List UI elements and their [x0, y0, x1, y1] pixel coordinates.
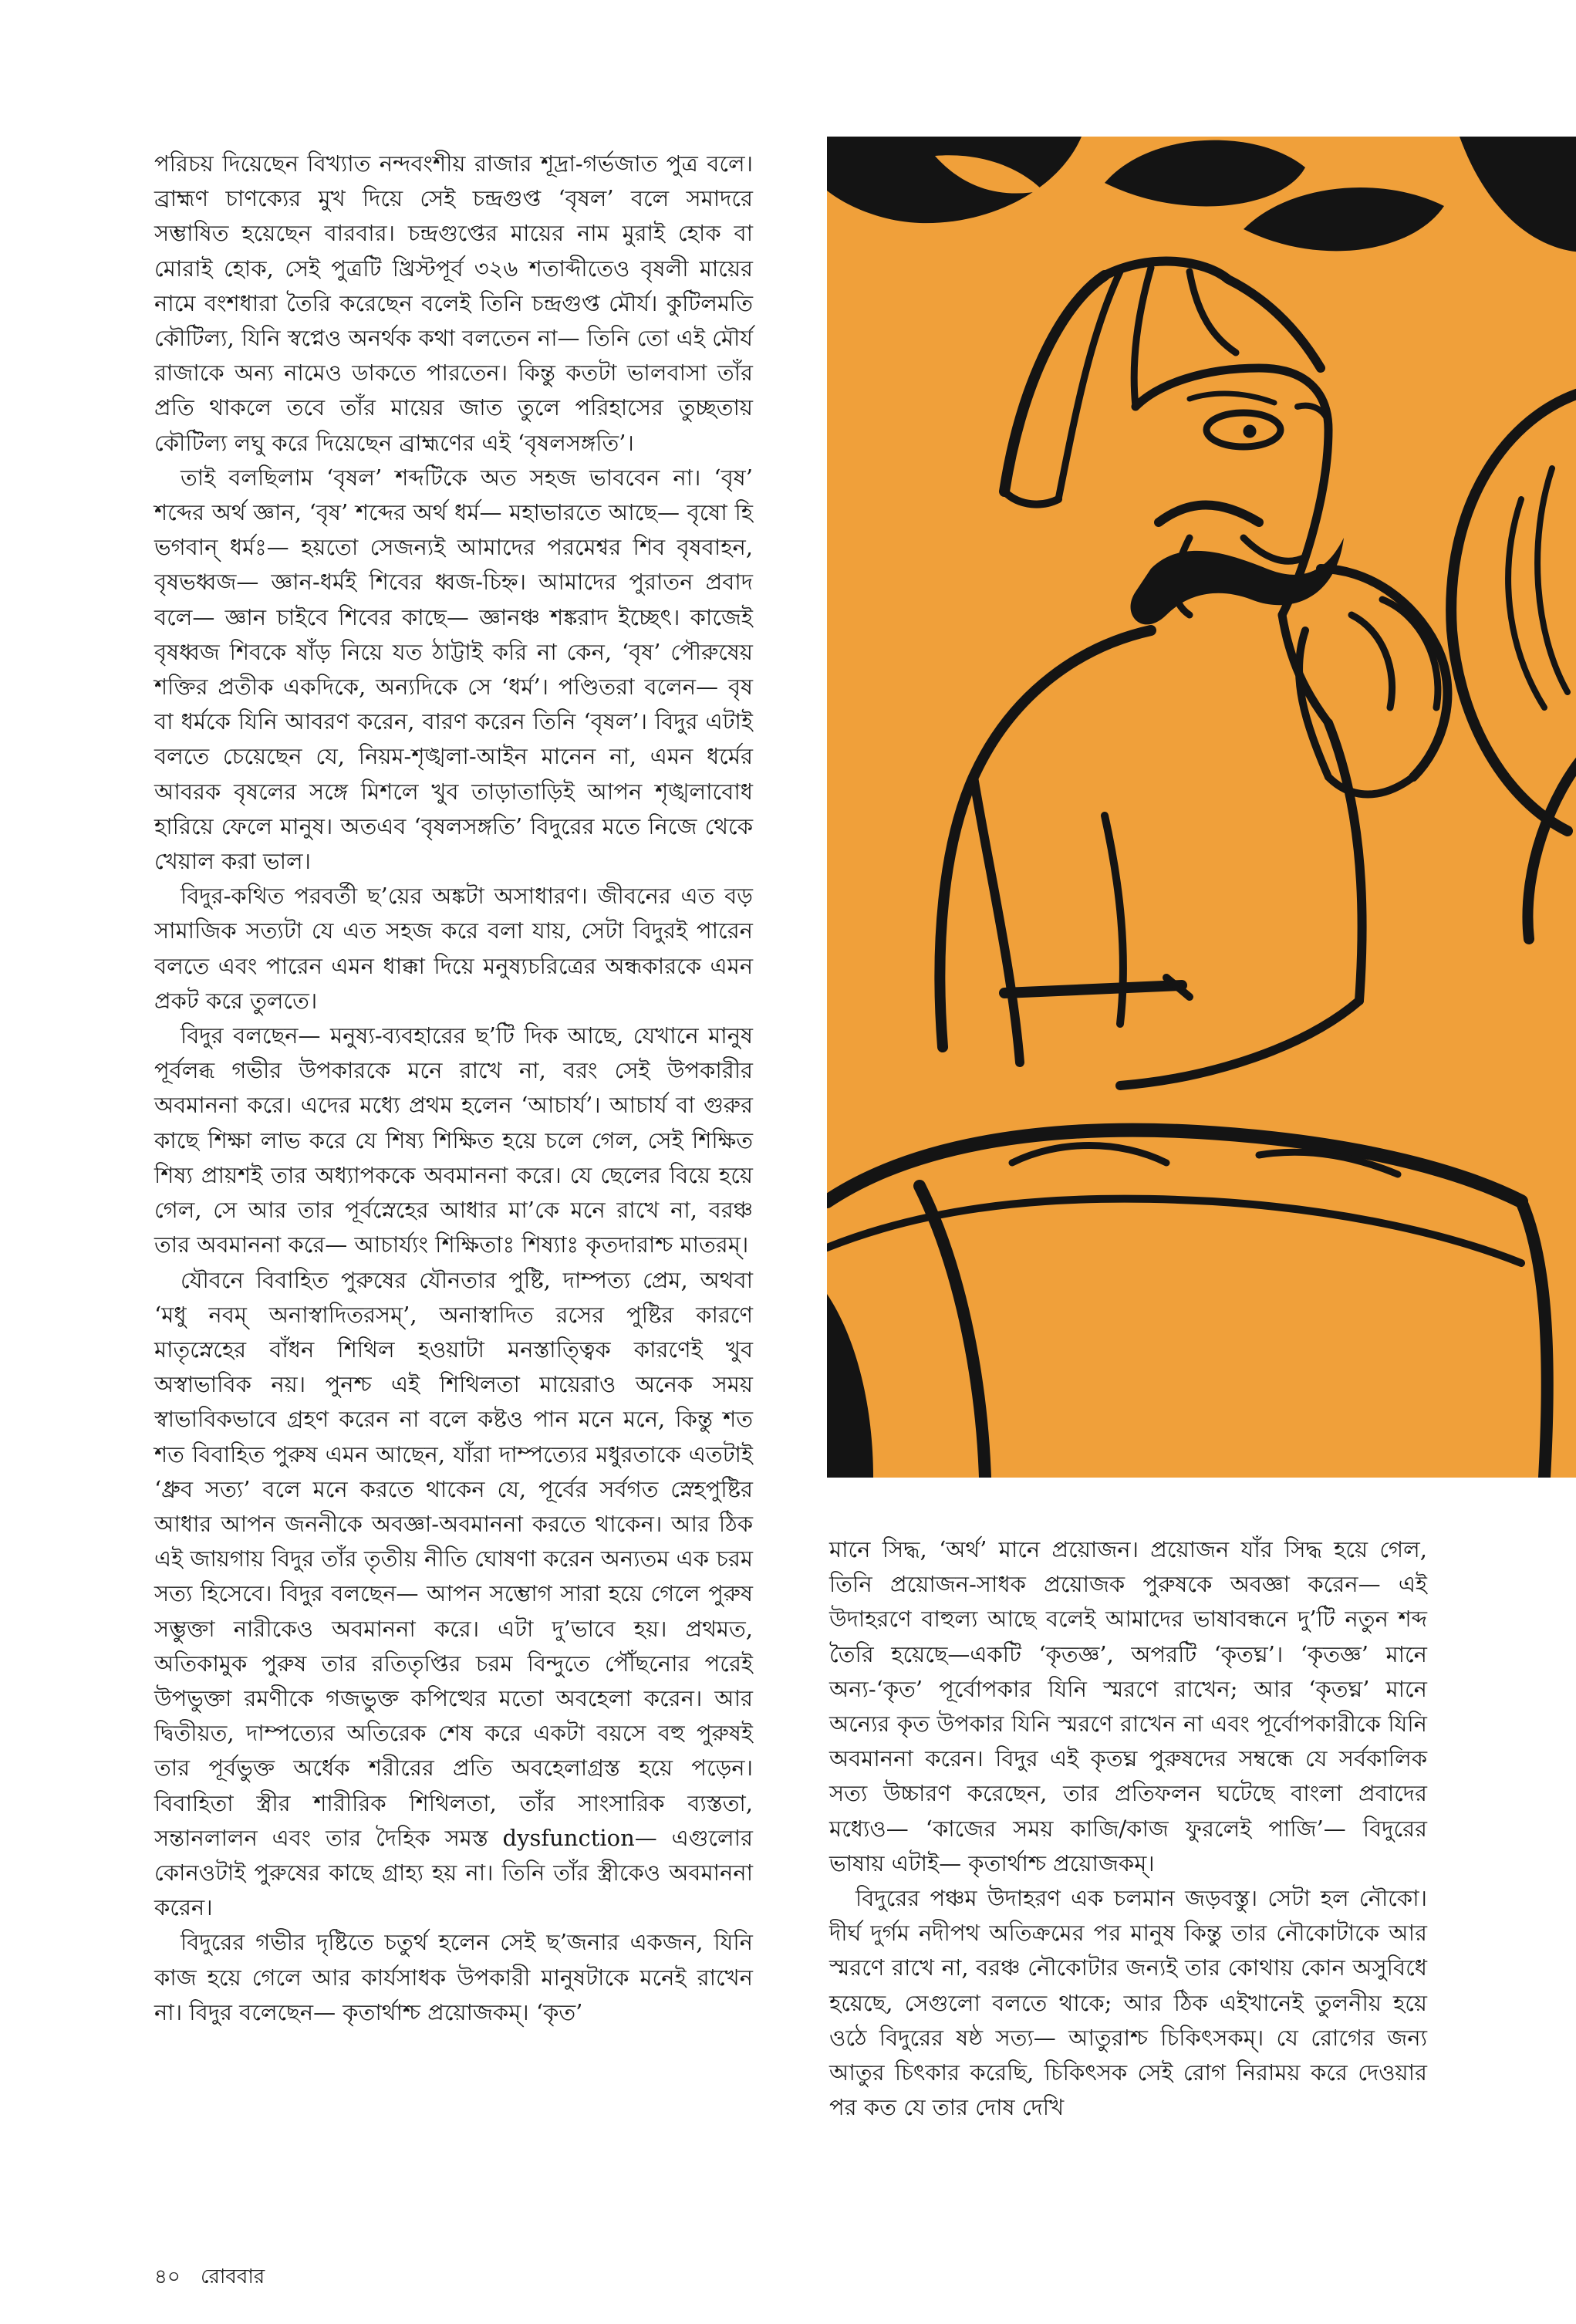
magazine-name: রোববার: [201, 2265, 265, 2289]
left-text-column: [154, 147, 753, 2030]
paragraph: বিদুর বলছেন— মনুষ্য-ব্যবহারের ছ’টি দিক আছে, যেখানে মানুষ পূর্বলব্ধ গভীর উপকারকে মনে রাখে না, বরং সেই উপকারীর অবমাননা করে। এদের মধ্যে প্রথম হলেন ‘আচার্য’। আচার্য বা গুরুর কাছে শিক্ষা লাভ করে যে শিষ্য শিক্ষিত হয়ে চলে গেল, সেই শিক্ষিত শিষ্য প্রায়শই তার অধ্যাপককে অবমাননা করে। যে ছেলের বিয়ে হয়ে গেল, সে আর তার পূর্বস্নেহের আধার মা’কে মনে রাখে না, বরঞ্চ তার অবমাননা করে— আচার্য্যং শিক্ষিতাঃ শিষ্যাঃ কৃতদারাশ্চ মাতরম্।: [154, 1022, 753, 1258]
paragraph: বিদুরের পঞ্চম উদাহরণ এক চলমান জড়বস্তু। সেটা হল নৌকো। দীর্ঘ দুর্গম নদীপথ অতিক্রমের পর মানুষ কিন্তু তার নৌকোটাকে আর স্মরণে রাখে না, বরঞ্চ নৌকোটার জন্যই তার কোথায় কোন অসুবিধে হয়েছে, সেগুলো বলতে থাকে; আর ঠিক এইখানেই তুলনীয় হয়ে ওঠে বিদুরের ষষ্ঠ সত্য— আতুরাশ্চ চিকিৎসকম্। যে রোগের জন্য আতুর চিৎকার করেছি, চিকিৎসক সেই রোগ নিরাময় করে দেওয়ার পর কত যে তার দোষ দেখি: [829, 1885, 1427, 2121]
page-footer: [154, 2261, 278, 2295]
paragraph: বিদুরের গভীর দৃষ্টিতে চতুর্থ হলেন সেই ছ’জনার একজন, যিনি কাজ হয়ে গেলে আর কার্যসাধক উপকারী মানুষটাকে মনেই রাখেন না। বিদুর বলেছেন— কৃতার্থাশ্চ প্রয়োজকম্। ‘কৃত’: [154, 1929, 753, 2025]
paragraph: মানে সিদ্ধ, ‘অর্থ’ মানে প্রয়োজন। প্রয়োজন যাঁর সিদ্ধ হয়ে গেল, তিনি প্রয়োজন-সাধক প্রয়োজক পুরুষকে অবজ্ঞা করেন— এই উদাহরণে বাহুল্য আছে বলেই আমাদের ভাষাবন্ধনে দু’টি নতুন শব্দ তৈরি হয়েছে—একটি ‘কৃতজ্ঞ’, অপরটি ‘কৃতঘ্ন’। ‘কৃতজ্ঞ’ মানে অন্য-‘কৃত’ পূর্বোপকার যিনি স্মরণে রাখেন; আর ‘কৃতঘ্ন’ মানে অন্যের কৃত উপকার যিনি স্মরণে রাখেন না এবং পূর্বোপকারীকে যিনি অবমাননা করেন। বিদুর এই কৃতঘ্ন পুরুষদের সম্বন্ধে যে সর্বকালিক সত্য উচ্চারণ করেছেন, তার প্রতিফলন ঘটেছে বাংলা প্রবাদের মধ্যেও— ‘কাজের সময় কাজি/কাজ ফুরলেই পাজি’— বিদুরের ভাষায় এটাই— কৃতার্থাশ্চ প্রয়োজকম্।: [829, 1536, 1427, 1876]
page-number: ৪০: [154, 2265, 181, 2289]
paragraph: তাই বলছিলাম ‘বৃষল’ শব্দটিকে অত সহজ ভাববেন না। ‘বৃষ’ শব্দের অর্থ জ্ঞান, ‘বৃষ’ শব্দের অর্থ ধর্ম— মহাভারতে আছে— বৃষো হি ভগবান্ ধর্মঃ— হয়তো সেজন্যই আমাদের পরমেশ্বর শিব বৃষবাহন, বৃষভধ্বজ— জ্ঞান-ধর্মই শিবের ধ্বজ-চিহ্ন। আমাদের পুরাতন প্রবাদ বলে— জ্ঞান চাইবে শিবের কাছে— জ্ঞানঞ্চ শঙ্করাদ ইচ্ছেৎ। কাজেই বৃষধ্বজ শিবকে ষাঁড় নিয়ে যত ঠাট্টাই করি না কেন, ‘বৃষ’ পৌরুষেয় শক্তির প্রতীক একদিকে, অন্যদিকে সে ‘ধর্ম’। পণ্ডিতরা বলেন— বৃষ বা ধর্মকে যিনি আবরণ করেন, বারণ করেন তিনি ‘বৃষল’। বিদুর এটাই বলতে চেয়েছেন যে, নিয়ম-শৃঙ্খলা-আইন মানেন না, এমন ধর্মের আবরক বৃষলের সঙ্গে মিশলে খুব তাড়াতাড়িই আপন শৃঙ্খলাবোধ হারিয়ে ফেলে মানুষ। অতএব ‘বৃষলসঙ্গতি’ বিদুরের মতে নিজে থেকে খেয়াল করা ভাল।: [154, 464, 753, 875]
illustration: [827, 137, 1576, 1478]
paragraph: যৌবনে বিবাহিত পুরুষের যৌনতার পুষ্টি, দাম্পত্য প্রেম, অথবা ‘মধু নবম্ অনাস্বাদিতরসম্’, অনাস্বাদিত রসের পুষ্টির কারণে মাতৃস্নেহের বাঁধন শিথিল হওয়াটা মনস্তাত্ত্বিক কারণেই খুব অস্বাভাবিক নয়। পুনশ্চ এই শিথিলতা মায়েরাও অনেক সময় স্বাভাবিকভাবে গ্রহণ করেন না বলে কষ্টও পান মনে মনে, কিন্তু শত শত বিবাহিত পুরুষ এমন আছেন, যাঁরা দাম্পত্যের মধুরতাকে এতটাই ‘ধ্রুব সত্য’ বলে মনে করতে থাকেন যে, পূর্বের সর্বগত স্নেহপুষ্টির আধার আপন জননীকে অবজ্ঞা-অবমাননা করতে থাকেন। আর ঠিক এই জায়গায় বিদুর তাঁর তৃতীয় নীতি ঘোষণা করেন অন্যতম এক চরম সত্য হিসেবে। বিদুর বলছেন— আপন সম্ভোগ সারা হয়ে গেলে পুরুষ সম্ভুক্তা নারীকেও অবমাননা করে। এটা দু’ভাবে হয়। প্রথমত, অতিকামুক পুরুষ তার রতিতৃপ্তির চরম বিন্দুতে পৌঁছনোর পরেই উপভুক্তা রমণীকে গজভুক্ত কপিত্থের মতো অবহেলা করেন। আর দ্বিতীয়ত, দাম্পত্যের অতিরেক শেষ করে একটা বয়সে বহু পুরুষই তার পূর্বভুক্ত অর্ধেক শরীরের প্রতি অবহেলাগ্রস্ত হয়ে পড়েন। বিবাহিতা স্ত্রীর শারীরিক শিথিলতা, তাঁর সাংসারিক ব্যস্ততা, সন্তানলালন এবং তার দৈহিক সমস্ত dysfunction— এগুলোর কোনওটাই পুরুষের কাছে গ্রাহ্য হয় না। তিনি তাঁর স্ত্রীকেও অবমাননা করেন।: [154, 1266, 753, 1921]
right-text-column: [829, 1532, 1427, 2125]
paragraph: পরিচয় দিয়েছেন বিখ্যাত নন্দবংশীয় রাজার শূদ্রা-গর্ভজাত পুত্র বলে। ব্রাহ্মণ চাণক্যের মুখ দিয়ে সেই চন্দ্রগুপ্ত ‘বৃষল’ বলে সমাদরে সম্ভাষিত হয়েছেন বারবার। চন্দ্রগুপ্তের মায়ের নাম মুরাই হোক বা মোরাই হোক, সেই পুত্রটি খ্রিস্টপূর্ব ৩২৬ শতাব্দীতেও বৃষলী মায়ের নামে বংশধারা তৈরি করেছেন বলেই তিনি চন্দ্রগুপ্ত মৌর্য। কুটিলমতি কৌটিল্য, যিনি স্বপ্নেও অনর্থক কথা বলতেন না— তিনি তো এই মৌর্য রাজাকে অন্য নামেও ডাকতে পারতেন। কিন্তু কতটা ভালবাসা তাঁর প্রতি থাকলে তবে তাঁর মায়ের জাত তুলে পরিহাসের তুচ্ছতায় কৌটিল্য লঘু করে দিয়েছেন ব্রাহ্মণের এই ‘বৃষলসঙ্গতি’।: [154, 150, 753, 456]
paragraph: বিদুর-কথিত পরবর্তী ছ’য়ের অঙ্কটা অসাধারণ। জীবনের এত বড় সামাজিক সত্যটা যে এত সহজ করে বলা যায়, সেটা বিদুরই পারেন বলতে এবং পারেন এমন ধাক্কা দিয়ে মনুষ্যচরিত্রের অন্ধকারকে এমন প্রকট করে তুলতে।: [154, 883, 753, 1014]
